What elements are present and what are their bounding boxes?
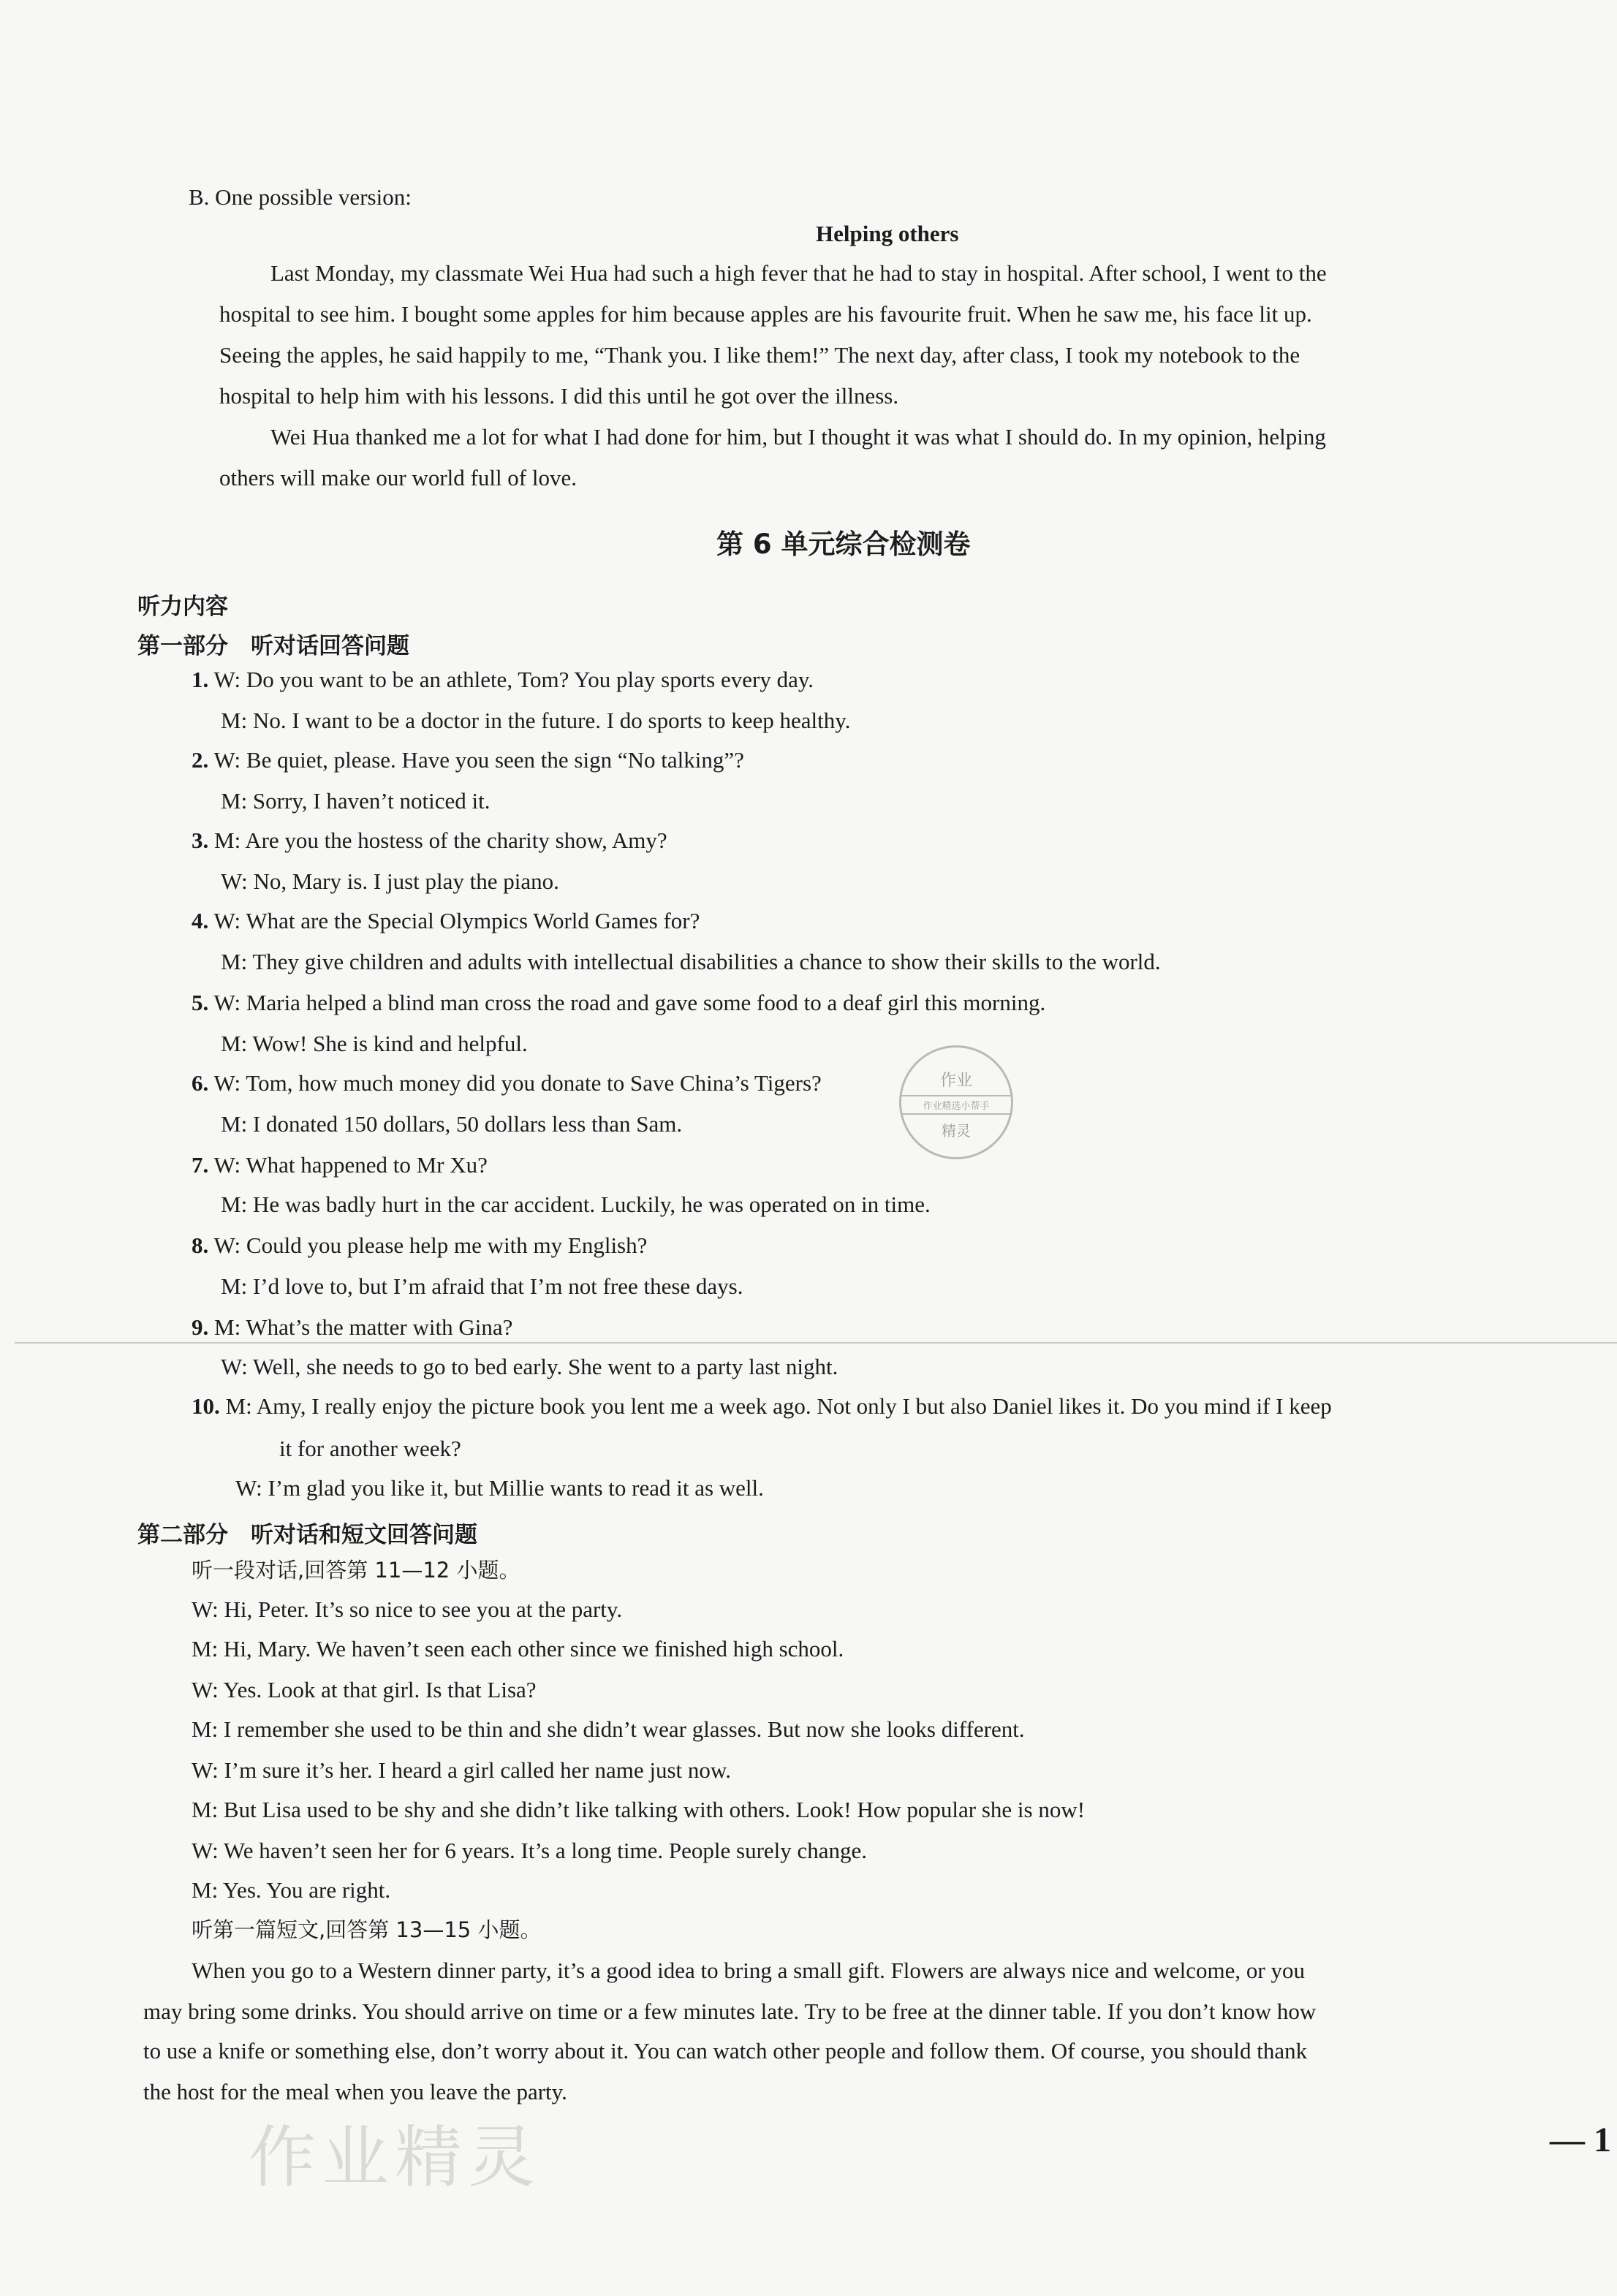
question-number: 7. bbox=[192, 1152, 209, 1178]
answer-line: W: No, Mary is. I just play the piano. bbox=[221, 868, 559, 894]
answer-line: W: I’m glad you like it, but Millie wants to read it as well. bbox=[235, 1475, 764, 1501]
question-item bbox=[192, 1231, 647, 1260]
section-title: 第 6 单元综合检测卷 bbox=[716, 528, 971, 560]
page-number: — 1 bbox=[1550, 2121, 1611, 2159]
dialogue-line: M: Hi, Mary. We haven’t seen each other since we finished high school. bbox=[192, 1636, 844, 1662]
speaker-line: W: Maria helped a blind man cross the road and gave some food to a deaf girl this morning. bbox=[213, 990, 1046, 1015]
dialogue-line: W: Hi, Peter. It’s so nice to see you at the party. bbox=[192, 1596, 623, 1622]
passage-intro: 听第一篇短文,回答第 13—15 小题。 bbox=[192, 1917, 542, 1942]
essay-line: Wei Hua thanked me a lot for what I had done for him, but I thought it was what I should do. In my opinion, helping bbox=[270, 424, 1326, 450]
answer-line: M: Sorry, I haven’t noticed it. bbox=[221, 788, 491, 814]
dialogue-line: W: We haven’t seen her for 6 years. It’s a long time. People surely change. bbox=[192, 1838, 868, 1863]
question-item bbox=[192, 1392, 1332, 1421]
speaker-line: W: What are the Special Olympics World Games for? bbox=[213, 908, 700, 933]
question-item bbox=[192, 1069, 822, 1098]
speaker-line: M: Are you the hostess of the charity show, Amy? bbox=[214, 827, 667, 853]
question-number: 4. bbox=[192, 908, 209, 933]
essay-line: others will make our world full of love. bbox=[219, 465, 578, 490]
passage-line: to use a knife or something else, don’t worry about it. You can watch other people and follow them. Of course, you should thank bbox=[143, 2038, 1308, 2064]
answer-line: M: I’d love to, but I’m afraid that I’m not free these days. bbox=[221, 1273, 743, 1299]
speaker-line: W: Do you want to be an athlete, Tom? You play sports every day. bbox=[213, 667, 814, 692]
fold-line bbox=[15, 1342, 1617, 1344]
dialogue-line: M: Yes. You are right. bbox=[192, 1877, 391, 1903]
dialogue-line: M: I remember she used to be thin and she didn’t wear glasses. But now she looks different. bbox=[192, 1716, 1025, 1742]
question-number: 1. bbox=[192, 667, 209, 692]
dialogue-intro: 听一段对话,回答第 11—12 小题。 bbox=[192, 1558, 520, 1583]
question-item bbox=[192, 826, 667, 855]
answer-line: W: Well, she needs to go to bed early. She went to a party last night. bbox=[221, 1354, 838, 1379]
stamp-text-bottom: 精灵 bbox=[942, 1122, 971, 1140]
essay-line: Last Monday, my classmate Wei Hua had such a high fever that he had to stay in hospital. After school, I went to the bbox=[270, 260, 1327, 286]
speaker-line: M: Amy, I really enjoy the picture book you lent me a week ago. Not only I but also Daniel likes it. Do you mind if I keep bbox=[225, 1393, 1332, 1419]
question-item bbox=[192, 906, 700, 936]
question-number: 5. bbox=[192, 990, 209, 1015]
question-number: 8. bbox=[192, 1232, 209, 1258]
essay-line: hospital to help him with his lessons. I did this until he got over the illness. bbox=[219, 383, 899, 409]
question-item bbox=[192, 1151, 488, 1180]
passage-line: the host for the meal when you leave the party. bbox=[143, 2079, 567, 2104]
answer-line: M: No. I want to be a doctor in the future. I do sports to keep healthy. bbox=[221, 708, 851, 733]
answer-line: M: He was badly hurt in the car accident. Luckily, he was operated on in time. bbox=[221, 1191, 931, 1217]
question-number: 9. bbox=[192, 1314, 209, 1340]
question-item bbox=[192, 988, 1045, 1018]
watermark: 作业精灵 bbox=[249, 2118, 542, 2197]
speaker-line: M: What’s the matter with Gina? bbox=[214, 1314, 513, 1340]
question-number: 10. bbox=[192, 1393, 220, 1419]
passage-line: may bring some drinks. You should arrive on time or a few minutes late. Try to be free at the dinner table. If you don’t know how bbox=[143, 1998, 1317, 2024]
listening-heading: 听力内容 bbox=[137, 594, 228, 620]
essay-line: hospital to see him. I bought some apples for him because apples are his favourite fruit. When he saw me, his face lit up. bbox=[219, 301, 1312, 327]
stamp-text-middle: 作业精选小帮手 bbox=[901, 1095, 1011, 1115]
part1-heading: 第一部分 听对话回答问题 bbox=[137, 633, 409, 659]
stamp-text-top: 作业 bbox=[939, 1072, 972, 1090]
answer-line: M: Wow! She is kind and helpful. bbox=[221, 1031, 528, 1056]
question-item bbox=[192, 1313, 512, 1342]
question-number: 6. bbox=[192, 1070, 209, 1096]
dialogue-line: W: I’m sure it’s her. I heard a girl called her name just now. bbox=[192, 1757, 732, 1783]
passage-line: When you go to a Western dinner party, it’s a good idea to bring a small gift. Flowers are always nice and welcome, or you bbox=[192, 1958, 1305, 1983]
essay-title: Helping others bbox=[816, 221, 959, 246]
speaker-line: W: Be quiet, please. Have you seen the sign “No talking”? bbox=[213, 747, 744, 773]
dialogue-line: W: Yes. Look at that girl. Is that Lisa? bbox=[192, 1677, 537, 1702]
question-number: 3. bbox=[192, 827, 209, 853]
speaker-line-continued: it for another week? bbox=[279, 1436, 461, 1461]
part2-heading: 第二部分 听对话和短文回答问题 bbox=[137, 1522, 477, 1548]
speaker-line: W: What happened to Mr Xu? bbox=[213, 1152, 488, 1178]
speaker-line: W: Could you please help me with my English? bbox=[213, 1232, 648, 1258]
answer-line: M: I donated 150 dollars, 50 dollars less than Sam. bbox=[221, 1111, 683, 1137]
dialogue-line: M: But Lisa used to be shy and she didn’t like talking with others. Look! How popular she is now! bbox=[192, 1797, 1086, 1822]
essay-line: Seeing the apples, he said happily to me, “Thank you. I like them!” The next day, after class, I took my notebook to the bbox=[219, 342, 1300, 368]
question-item bbox=[192, 746, 744, 775]
answer-line: M: They give children and adults with intellectual disabilities a chance to show their skills to the world. bbox=[221, 949, 1161, 974]
stamp-logo bbox=[899, 1045, 1013, 1159]
speaker-line: W: Tom, how much money did you donate to Save China’s Tigers? bbox=[213, 1070, 822, 1096]
essay-label: B. One possible version: bbox=[189, 184, 412, 210]
question-number: 2. bbox=[192, 747, 209, 773]
question-item bbox=[192, 665, 814, 694]
